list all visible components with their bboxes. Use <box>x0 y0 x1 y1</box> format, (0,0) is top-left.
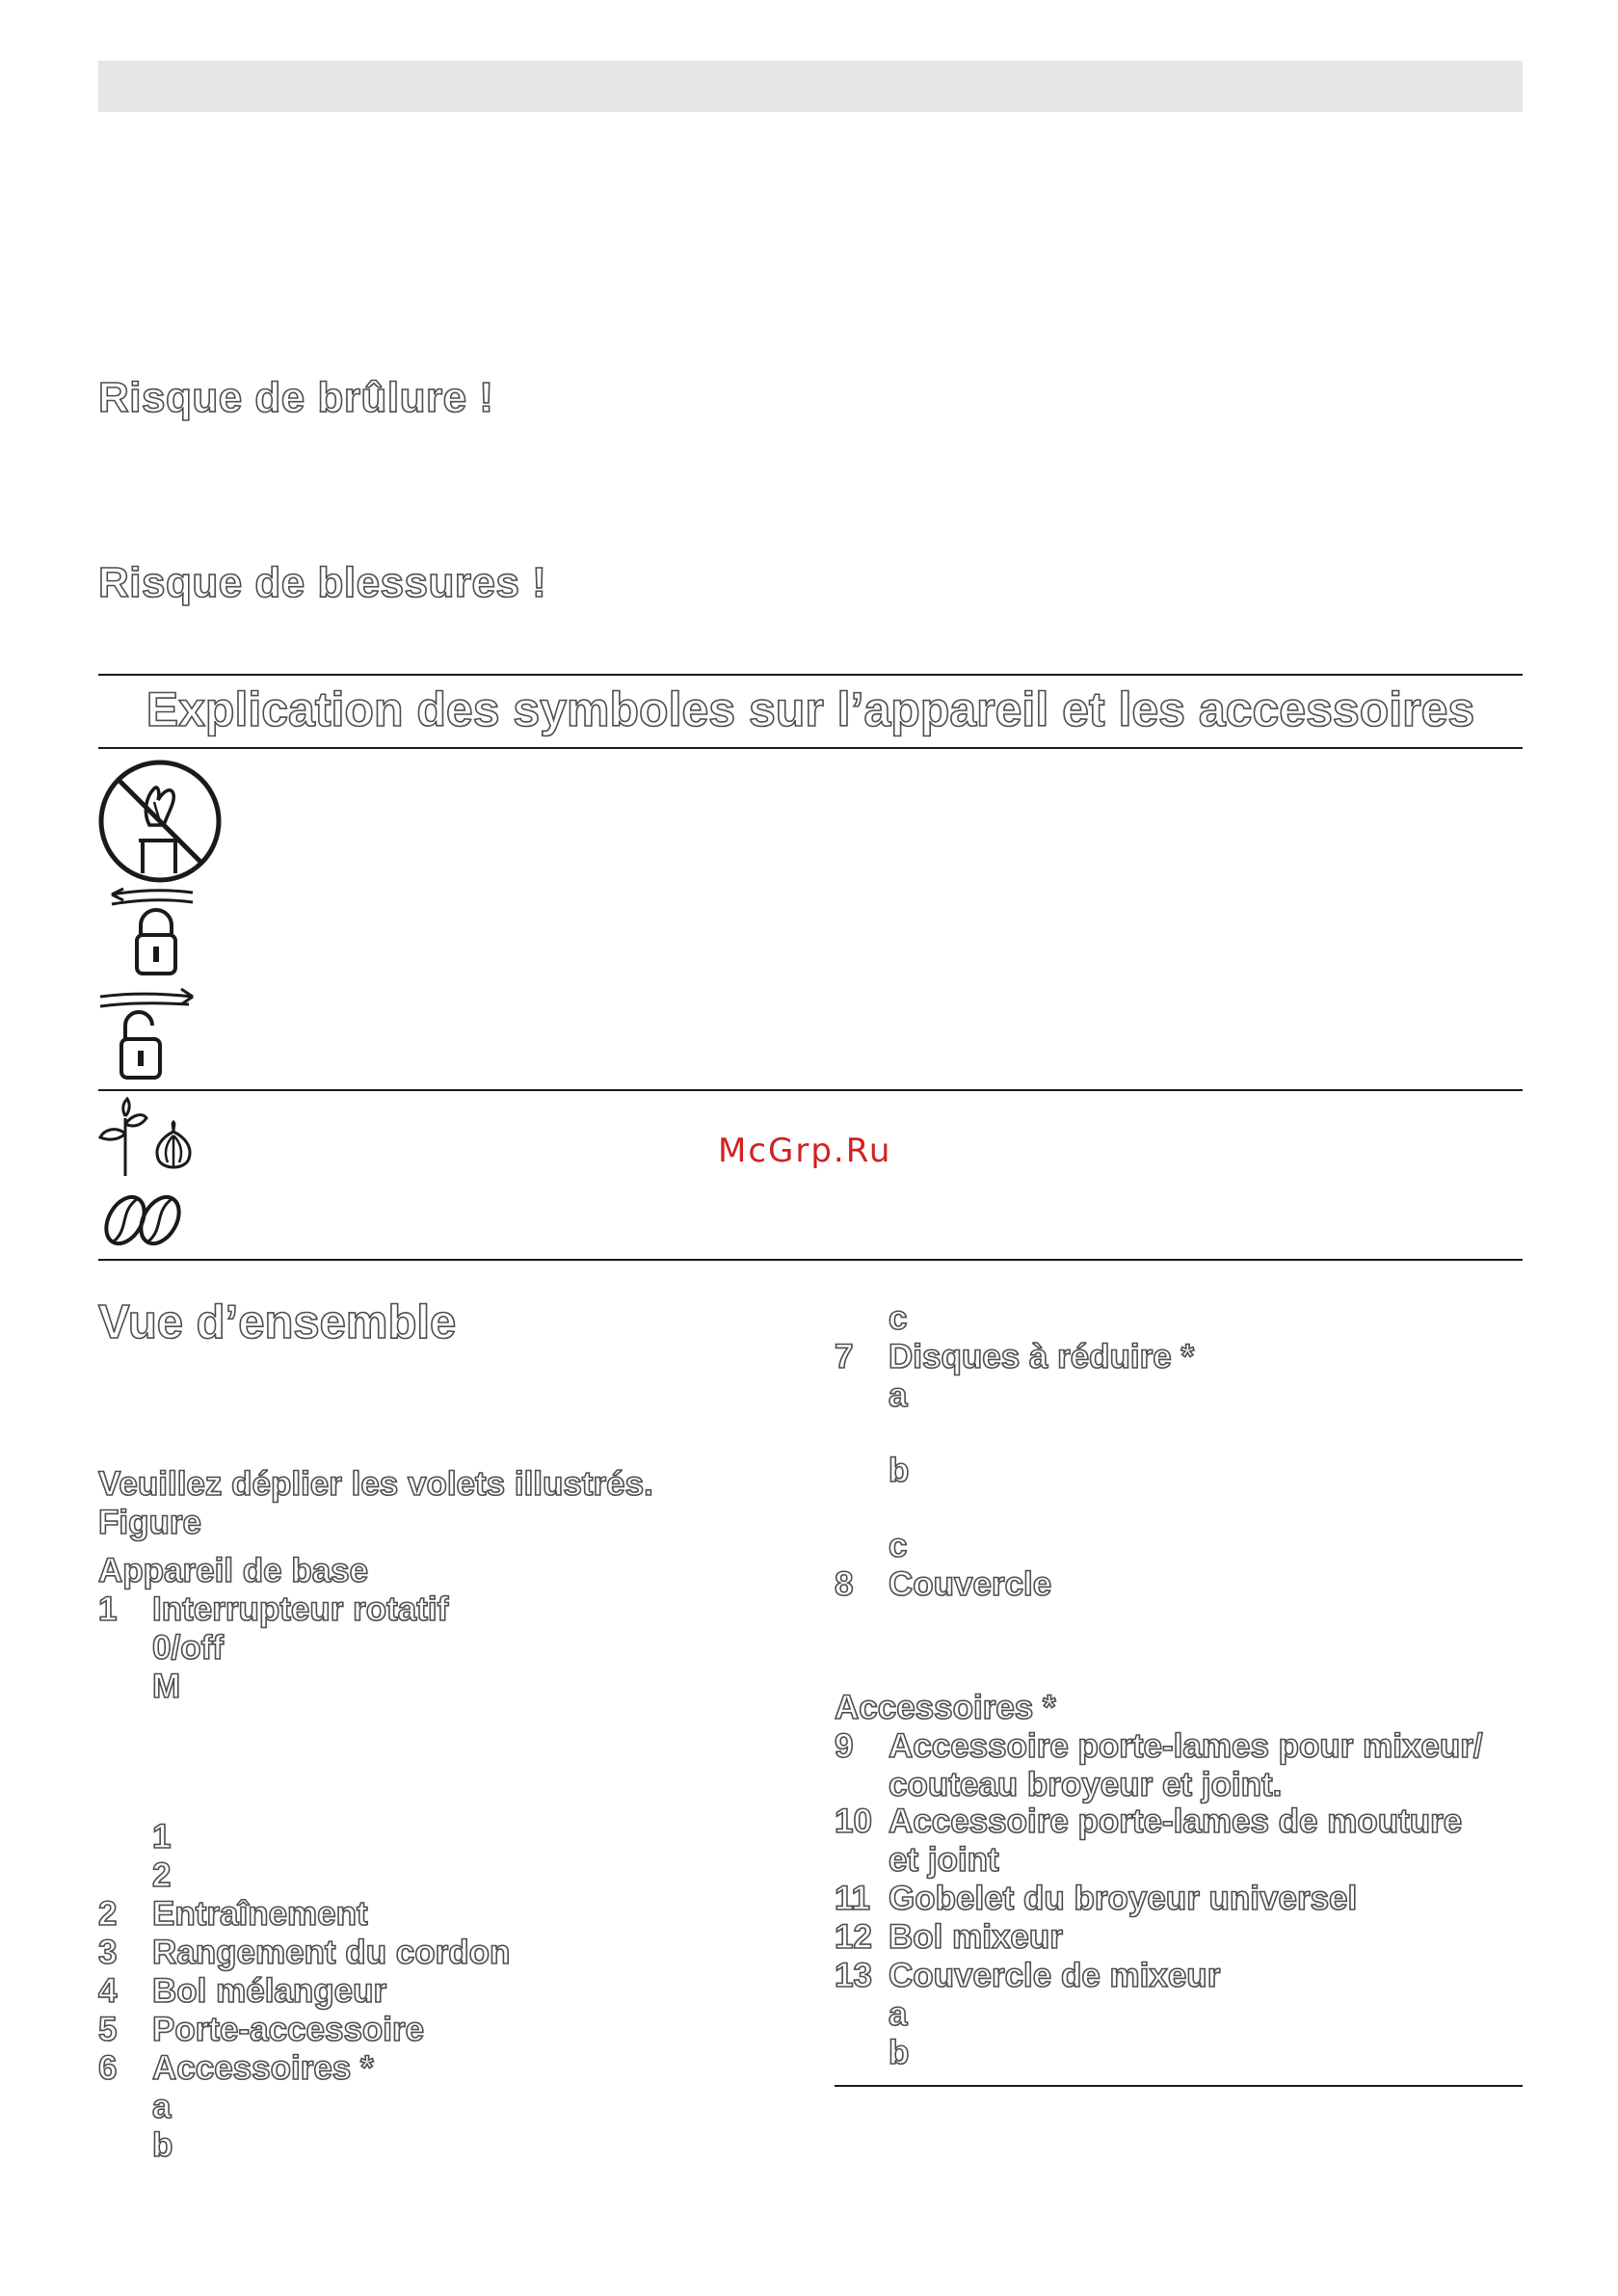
herbs-onion-icon <box>96 1099 202 1181</box>
divider <box>98 747 1523 749</box>
list-item: et joint <box>889 1841 999 1879</box>
list-item: c <box>889 1299 908 1337</box>
divider <box>835 2085 1523 2087</box>
divider <box>98 674 1523 676</box>
figure-label: Figure <box>98 1504 201 1541</box>
list-item: 1 <box>152 1818 172 1855</box>
list-item: 4 Bol mélangeur <box>98 1972 387 2010</box>
list-item: 6 Accessoires * <box>98 2049 374 2087</box>
list-item: couteau broyeur et joint. <box>889 1766 1283 1803</box>
list-item: 3 Rangement du cordon <box>98 1934 511 1971</box>
list-item: 13 Couvercle de mixeur <box>835 1957 1221 1994</box>
list-item: 9 Accessoire porte-lames pour mixeur/ <box>835 1727 1483 1765</box>
accessories-heading: Accessoires * <box>835 1689 1056 1726</box>
list-item: M <box>152 1668 181 1705</box>
list-item: a <box>889 1995 908 2033</box>
list-item: 8 Couvercle <box>835 1565 1052 1603</box>
list-item: 11 Gobelet du broyeur universel <box>835 1880 1358 1917</box>
coffee-beans-icon <box>100 1191 187 1249</box>
list-item: c <box>889 1527 908 1564</box>
list-item: b <box>889 2034 910 2071</box>
burn-warning-heading: Risque de brûlure ! <box>98 374 494 421</box>
lock-arrow-left-icon <box>96 887 202 983</box>
list-item: 1 Interrupteur rotatif <box>98 1590 449 1628</box>
injury-warning-heading: Risque de blessures ! <box>98 559 547 606</box>
watermark: McGrp.Ru <box>718 1132 892 1170</box>
list-item: 5 Porte-accessoire <box>98 2011 425 2048</box>
list-item: a <box>889 1376 908 1414</box>
list-item: a <box>152 2088 172 2125</box>
list-item: 0/off <box>152 1629 224 1667</box>
list-item: 10 Accessoire porte-lames de mouture <box>835 1802 1463 1840</box>
no-hand-in-bowl-icon <box>96 758 224 885</box>
unfold-note: Veuillez déplier les volets illustrés. <box>98 1465 653 1503</box>
overview-heading: Vue d’ensemble <box>98 1296 457 1348</box>
list-item: 2 <box>152 1856 172 1894</box>
list-item: 2 Entraînement <box>98 1895 368 1933</box>
divider <box>98 1089 1523 1091</box>
list-item: 7 Disques à réduire * <box>835 1338 1195 1375</box>
divider <box>98 1259 1523 1261</box>
header-bar <box>98 61 1523 112</box>
unlock-arrow-right-icon <box>96 983 202 1080</box>
list-item: 12 Bol mixeur <box>835 1918 1063 1956</box>
base-unit-heading: Appareil de base <box>98 1552 369 1589</box>
list-item: b <box>152 2126 173 2164</box>
list-item: b <box>889 1452 910 1489</box>
symbols-title: Explication des symboles sur l’appareil et les accessoires <box>146 682 1475 736</box>
